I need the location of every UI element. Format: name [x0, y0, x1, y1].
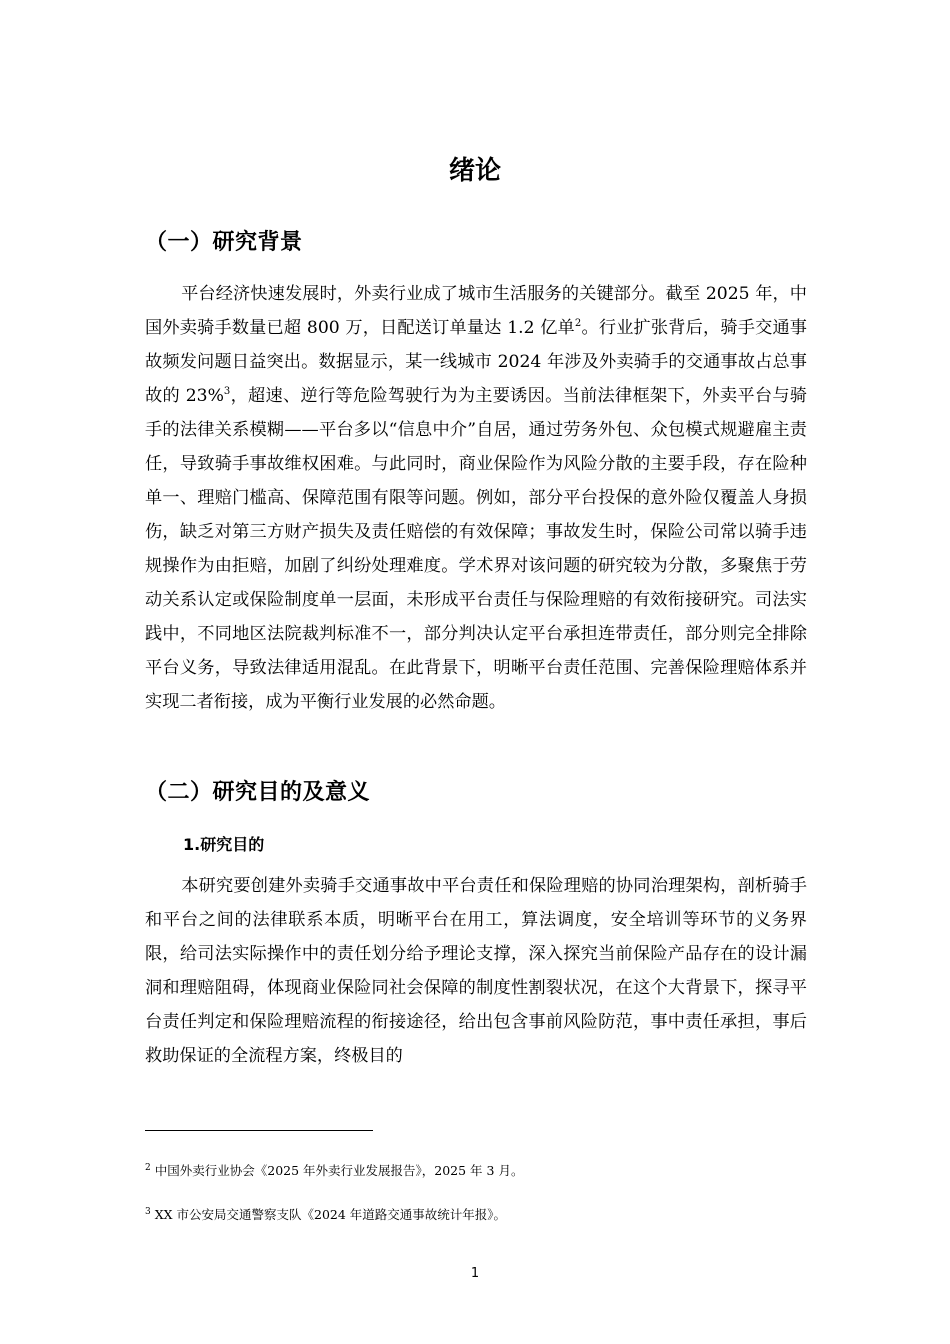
page-title: 绪论 — [448, 156, 501, 186]
subheading-purpose: 1.研究目的 — [183, 835, 265, 854]
footnote-mark: 2 — [145, 1163, 151, 1173]
background-text-2: 。行业扩张背后，骑手交通事故频发问题日益突出。数据显示，某一线城市 2024 年涉及外卖骑手的交通事故占总事故的 23% — [145, 318, 807, 406]
footnote-mark: 3 — [145, 1207, 151, 1217]
background-paragraph — [145, 277, 807, 719]
section-heading-purpose: （二）研究目的及意义 — [145, 780, 371, 805]
background-text-3: ，超速、逆行等危险驾驶行为为主要诱因。当前法律框架下，外卖平台与骑手的法律关系模糊——平台多以“信息中介”自居，通过劳务外包、众包模式规避雇主责任，导致骑手事故维权困难。与此同时，商业保险作为风险分散的主要手段，存在险种单一、理赔门槛高、保障范围有限等问题。例如，部分平台投保的意外险仅覆盖人身损伤，缺乏对第三方财产损失及责任赔偿的有效保障；事故发生时，保险公司常以骑手违规操作为由拒赔，加剧了纠纷处理难度。学术界对该问题的研究较为分散，多聚焦于劳动关系认定或保险制度单一层面，未形成平台责任与保险理赔的有效衔接研究。司法实践中，不同地区法院裁判标准不一，部分判决认定平台承担连带责任，部分则完全排除平台义务，导致法律适用混乱。在此背景下，明晰平台责任范围、完善保险理赔体系并实现二者衔接，成为平衡行业发展的必然命题。 — [145, 386, 807, 712]
footnote-divider — [145, 1130, 373, 1131]
footnote-item — [145, 1206, 506, 1224]
footnote-text: XX 市公安局交通警察支队《2024 年道路交通事故统计年报》。 — [154, 1207, 507, 1222]
footnote-ref: 2 — [574, 318, 582, 329]
footnote-item — [145, 1162, 523, 1180]
footnote-ref: 3 — [223, 386, 231, 397]
purpose-paragraph — [145, 869, 807, 1073]
footnote-text: 中国外卖行业协会《2025 年外卖行业发展报告》，2025 年 3 月。 — [154, 1163, 524, 1178]
page-number: 1 — [470, 1266, 480, 1281]
background-text-1: 平台经济快速发展时，外卖行业成了城市生活服务的关键部分。截至 2025 年，中国外卖骑手数量已超 800 万，日配送订单量达 1.2 亿单 — [145, 284, 807, 338]
purpose-text: 本研究要创建外卖骑手交通事故中平台责任和保险理赔的协同治理架构，剖析骑手和平台之间的法律联系本质，明晰平台在用工，算法调度，安全培训等环节的义务界限，给司法实际操作中的责任划分给予理论支撑，深入探究当前保险产品存在的设计漏洞和理赔阻碍，体现商业保险同社会保障的制度性割裂状况，在这个大背景下，探寻平台责任判定和保险理赔流程的衔接途径，给出包含事前风险防范，事中责任承担，事后救助保证的全流程方案，终极目的 — [145, 876, 807, 1066]
section-heading-background: （一）研究背景 — [145, 230, 303, 255]
